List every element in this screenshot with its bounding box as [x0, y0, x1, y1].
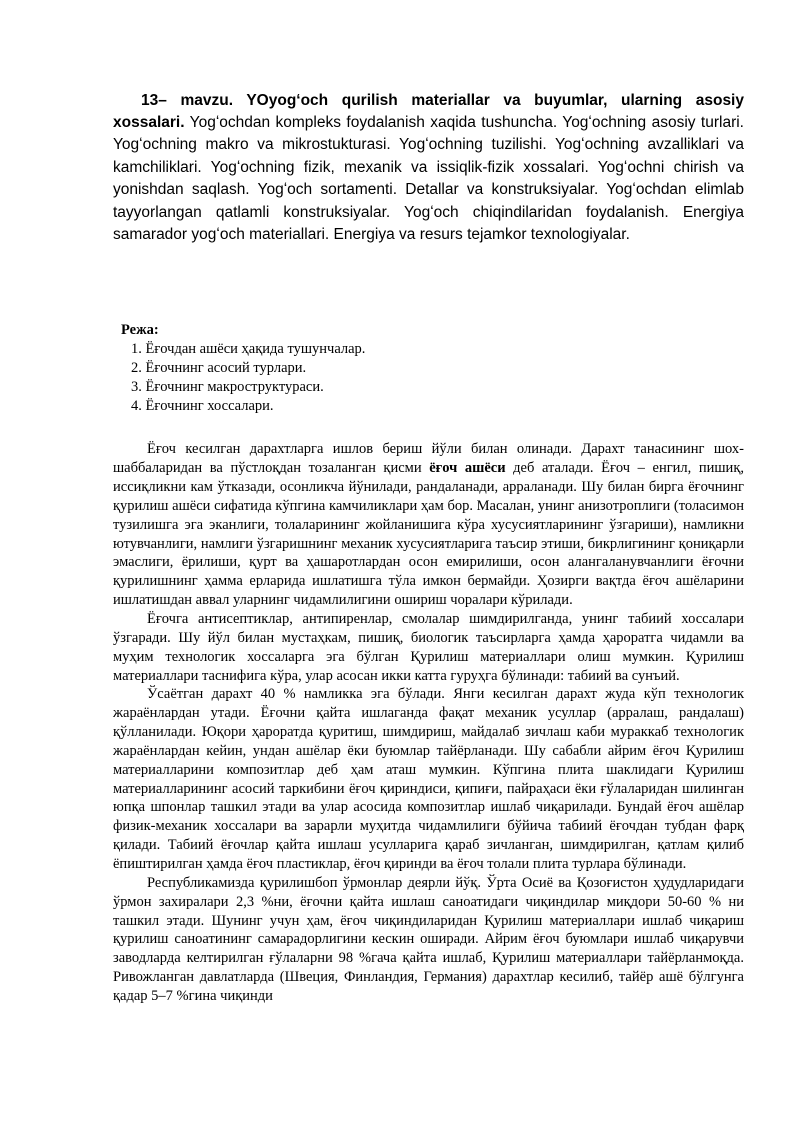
paragraph-text: Ёғоч кесилган дарахтларга ишлов бериш йўли билан олинади. Дарахт танасининг шох-шаббаларидан ва пўстлоқдан тозаланган қисми [113, 441, 744, 477]
title-rest-text: Yogʻochdan kompleks foydalanish xaqida tushuncha. Yogʻochning asosiy turlari. Yogʻochning makro va mikrostukturasi. Yogʻochning tuzilishi. Yogʻochning avzalliklari va kamchiliklari. Yogʻochning fizik, mexanik va issiqlik-fizik xossalari. Yogʻochni chirish va yonishdan saqlash. Yogʻoch sortamenti. Detallar va konstruksiyalar. Yogʻochdan elimlab tayyorlangan qatlamli konstruksiyalar. Yogʻoch chiqindilaridan foydalanish. Energiya samarador yogʻoch materiallari. Energiya va resurs tejamkor texnologiyalar. [113, 113, 744, 244]
body-paragraph: Ўсаётган дарахт 40 % намликка эга бўлади. Янги кесилган дарахт жуда кўп технологик жараёнлардан утади. Ёғочни қайта ишлаганда фақат механик усуллар (арралаш, рандалаш) қўлланилади. Юқори ҳароратда қуритиш, шимдириш, майдалаб зичлаш каби мураккаб технологик жараёнлардан кейин, ундан ашёлар ёки буюмлар тайёрланади. Шу сабабли айрим ёғоч Қурилиш материалларини композитлар деб ҳам аташ мумкин. Кўпгина плита шаклидаги Қурилиш материалларининг асосий таркибини ёғоч қириндиси, қипиғи, пайраҳаси ёки ғўлаларидан шилинган юпқа шпонлар ташкил этади ва улар асосида композитлар ишлаб чиқарилади. Бундай ёғоч ашёлар физик-механик хоссалари ва зарарли муҳитда чидамлилиги бўйича табиий ёғочдан тубдан фарқ қилади. Табиий ёғочлар қайта ишлаш усулларига қараб зичланган, шимдирилган, қатлам қилиб ёпиштирилган ҳамда ёғоч пластиклар, ёғоч қиринди ва ёғоч толали плита турлара бўлинади. [113, 686, 744, 872]
body-text [113, 440, 744, 1005]
paragraph-bold-term: ёғоч ашёси [429, 460, 506, 477]
title-bold-text: 13– mavzu. YOyogʻoch qurilish materiallar va buyumlar, ularning asosiy xossalari. [113, 91, 744, 131]
plan-item: 2. Ёғочнинг асосий турлари. [131, 360, 307, 377]
body-paragraph: Ёғочга антисептиклар, антипиренлар, смолалар шимдирилганда, унинг табиий хоссалари ўзгаради. Шу йўл билан мустаҳкам, пишиқ, биологик таъсирларга ҳамда ҳароратга чидамли ва муҳим технологик хоссаларга эга бўлган Қурилиш материаллари олиш мумкин. Қурилиш материаллари таснифига кўра, улар асосан икки катта гуруҳга бўлинади: табиий ва сунъий. [113, 611, 744, 684]
paragraph-text: деб аталади. Ёғоч – енгил, пишиқ, иссиқликни кам ўтказади, осонликча йўнилади, рандаланади, арраланади. Шу билан бирга ёғочнинг қурилиш ашёси сифатида кўпгина камчиликлари ҳам бор. Масалан, унинг анизотроплиги (толасимон тузилишга эга эканлиги, толаларининг жойланишига кўра хусусиятларининг ўзгариши), намликни ютувчанлиги, намлиги ўзгаришнинг механик хусусиятларига таъсир этиши, бикрлигининг қониқарли эмаслиги, ёрилиши, қурт ва ҳашаротлардан осон емирилиши, осон алангаланувчанлиги ёғочни қурилишнинг ҳамма ерларида ишлатишга тўла имкон бермайди. Ҳозирги вақтда ёғоч ашёларини ишлатишдан аввал уларнинг чидамлилигини ошириш чоралари кўрилади. [113, 460, 744, 609]
plan-item: 4. Ёғочнинг хоссалари. [131, 398, 274, 415]
body-paragraph [113, 440, 744, 610]
plan-section [113, 321, 744, 417]
title-paragraph [113, 90, 744, 247]
plan-item: 3. Ёғочнинг макроструктураси. [131, 379, 324, 396]
body-paragraph: Республикамизда қурилишбоп ўрмонлар деярли йўқ. Ўрта Осиё ва Қозоғистон ҳудудларидаги ўрмон захиралари 2,3 %ни, ёғочни қайта ишлаш саноатидаги чиқиндилар миқдори 50-60 % ни ташкил этади. Шунинг учун ҳам, ёғоч чиқиндиларидан Қурилиш материаллари ишлаб чиқариш қурилиш саноатининг самарадорлигини кескин оширади. Айрим ёғоч буюмлари ишлаб чиқарувчи заводларда келтирилган ғўлаларни 98 %гача қайта ишлаб, Қурилиш материаллари тайёрланмоқда. Ривожланган давлатларда (Швеция, Финландия, Германия) дарахтлар кесилиб, тайёр ашё бўлгунга қадар 5–7 %гина чиқинди [113, 874, 744, 1004]
plan-list [113, 340, 744, 417]
plan-heading: Режа: [121, 321, 159, 338]
plan-item: 1. Ёғочдан ашёси ҳақида тушунчалар. [131, 340, 366, 357]
